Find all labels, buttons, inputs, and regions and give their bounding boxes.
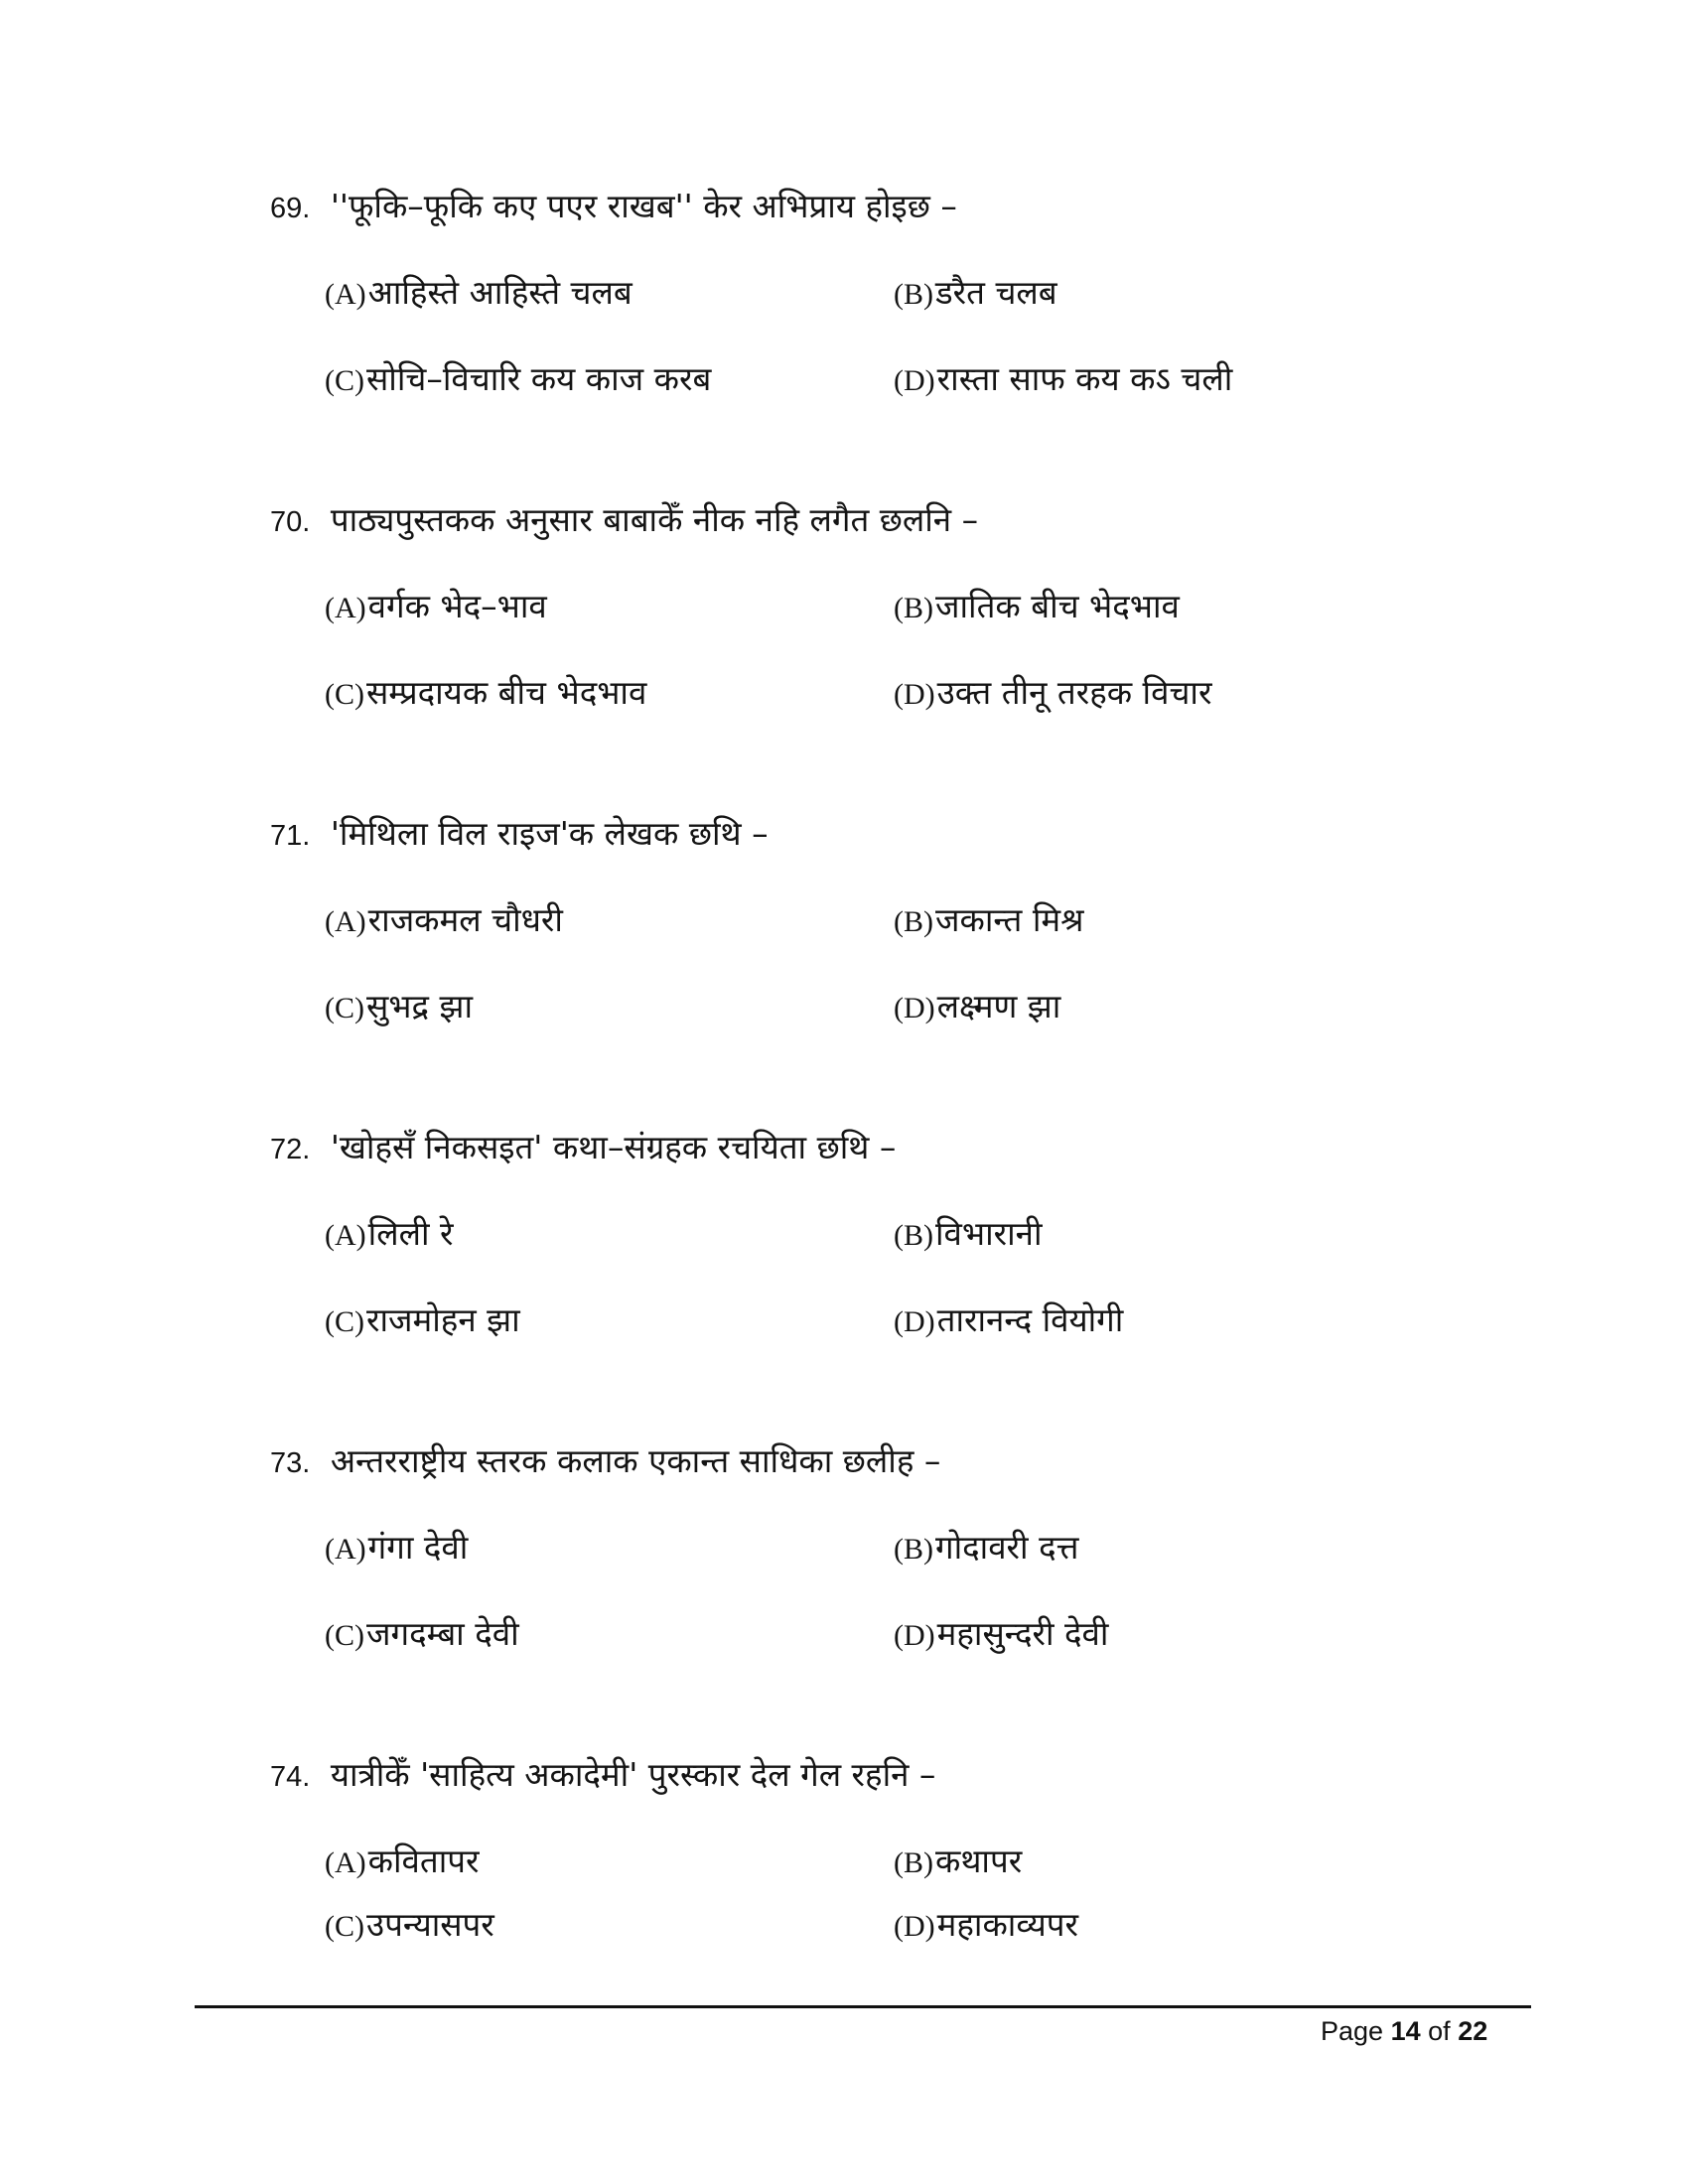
option-text: जकान्त मिश्र: [935, 900, 1084, 939]
question-text: 'मिथिला विल राइज'क लेखक छथि –: [330, 814, 769, 853]
option-letter: (D): [894, 1619, 935, 1652]
question-number: 70.: [270, 506, 311, 538]
option-d: [894, 1298, 1123, 1344]
option-c: [325, 1612, 519, 1658]
question-text: 'खोहसँ निकसइत' कथा–संग्रहक रचयिता छथि –: [330, 1128, 897, 1166]
option-a: [325, 1212, 454, 1258]
option-text: कथापर: [935, 1842, 1023, 1880]
question-number: 72.: [270, 1134, 311, 1165]
option-c: [325, 357, 711, 403]
option-b: [894, 1212, 1043, 1258]
option-text: डरैत चलब: [935, 273, 1057, 312]
option-letter: (A): [325, 905, 366, 938]
option-d: [894, 1903, 1078, 1949]
option-text: लिली रे: [367, 1214, 454, 1253]
option-letter: (D): [894, 1910, 935, 1943]
option-text: उक्त तीनू तरहक विचार: [936, 673, 1212, 712]
option-text: महाकाव्यपर: [936, 1905, 1079, 1944]
question-number: 71.: [270, 820, 311, 852]
option-letter: (B): [894, 278, 933, 311]
option-d: [894, 1612, 1108, 1658]
page-label: Page: [1321, 2016, 1384, 2046]
option-text: राजकमल चौधरी: [367, 900, 563, 939]
current-page: 14: [1390, 2016, 1421, 2046]
option-text: सोचि–विचारि कय काज करब: [366, 359, 712, 398]
option-letter: (B): [894, 1219, 933, 1252]
option-c: [325, 1903, 494, 1949]
option-letter: (D): [894, 992, 935, 1024]
option-d: [894, 357, 1232, 403]
option-letter: (A): [325, 592, 366, 624]
option-text: रास्ता साफ कय कऽ चली: [936, 359, 1233, 398]
option-letter: (C): [325, 678, 364, 711]
option-text: आहिस्ते आहिस्ते चलब: [367, 273, 633, 312]
option-letter: (C): [325, 1305, 364, 1338]
option-d: [894, 985, 1060, 1030]
option-text: कवितापर: [367, 1842, 480, 1880]
option-text: जातिक बीच भेदभाव: [935, 587, 1180, 625]
total-pages: 22: [1458, 2016, 1488, 2046]
option-a: [325, 898, 563, 944]
option-text: गोदावरी दत्त: [935, 1528, 1079, 1567]
question-text: यात्रीकेँ 'साहित्य अकादेमी' पुरस्कार देल गेल रहनि –: [330, 1755, 936, 1794]
option-letter: (D): [894, 1305, 935, 1338]
option-b: [894, 1840, 1022, 1885]
question-stem: [270, 1753, 935, 1799]
option-c: [325, 1298, 520, 1344]
option-letter: (D): [894, 678, 935, 711]
option-letter: (A): [325, 1219, 366, 1252]
of-label: of: [1428, 2016, 1451, 2046]
option-text: राजमोहन झा: [366, 1300, 520, 1339]
option-c: [325, 671, 646, 717]
option-text: सुभद्र झा: [366, 987, 474, 1025]
option-letter: (D): [894, 364, 935, 397]
question-stem: [270, 498, 978, 544]
footer-divider: [195, 2005, 1531, 2008]
question-text: ''फूकि–फूकि कए पएर राखब'' केर अभिप्राय होइछ –: [330, 187, 957, 225]
option-d: [894, 671, 1211, 717]
option-letter: (A): [325, 1533, 366, 1566]
option-a: [325, 585, 547, 630]
option-b: [894, 898, 1084, 944]
question-stem: [270, 185, 957, 230]
question-stem: [270, 812, 769, 858]
option-text: लक्ष्मण झा: [936, 987, 1061, 1025]
question-number: 69.: [270, 193, 311, 224]
question-stem: [270, 1126, 896, 1171]
option-text: विभारानी: [935, 1214, 1043, 1253]
option-text: उपन्यासपर: [366, 1905, 494, 1944]
option-text: सम्प्रदायक बीच भेदभाव: [366, 673, 647, 712]
option-text: गंगा देवी: [367, 1528, 469, 1567]
option-text: तारानन्द वियोगी: [936, 1300, 1124, 1339]
option-letter: (C): [325, 1910, 364, 1943]
question-number: 73.: [270, 1447, 311, 1479]
option-b: [894, 271, 1057, 317]
option-a: [325, 271, 633, 317]
question-stem: [270, 1439, 940, 1485]
option-text: महासुन्दरी देवी: [936, 1614, 1109, 1653]
option-text: वर्गक भेद–भाव: [367, 587, 547, 625]
option-b: [894, 585, 1180, 630]
option-c: [325, 985, 473, 1030]
option-letter: (C): [325, 1619, 364, 1652]
option-letter: (A): [325, 1846, 366, 1879]
option-letter: (A): [325, 278, 366, 311]
option-b: [894, 1526, 1078, 1571]
page-number: [1321, 2013, 1487, 2049]
option-a: [325, 1840, 480, 1885]
option-letter: (B): [894, 592, 933, 624]
option-text: जगदम्बा देवी: [366, 1614, 519, 1653]
option-a: [325, 1526, 468, 1571]
option-letter: (C): [325, 364, 364, 397]
question-text: पाठ्यपुस्तकक अनुसार बाबाकेँ नीक नहि लगैत छलनि –: [330, 500, 979, 539]
question-number: 74.: [270, 1761, 311, 1793]
option-letter: (C): [325, 992, 364, 1024]
option-letter: (B): [894, 905, 933, 938]
question-text: अन्तरराष्ट्रीय स्तरक कलाक एकान्त साधिका छलीह –: [330, 1441, 941, 1480]
option-letter: (B): [894, 1533, 933, 1566]
option-letter: (B): [894, 1846, 933, 1879]
